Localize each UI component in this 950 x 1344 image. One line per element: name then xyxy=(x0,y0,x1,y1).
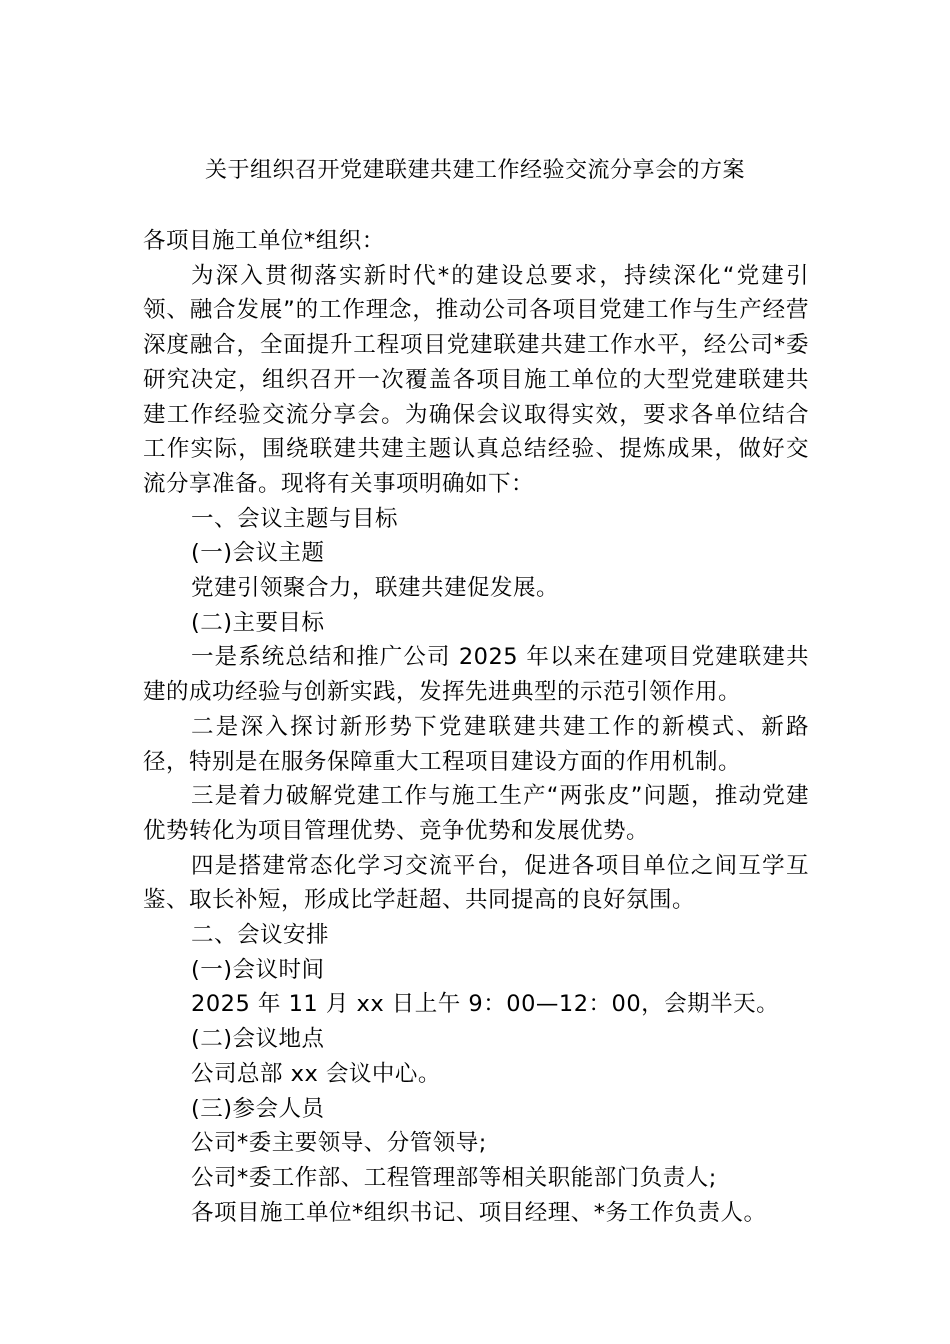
goal-paragraph-1: 一是系统总结和推广公司 2025 年以来在建项目党建联建共建的成功经验与创新实践，发挥先进典型的示范引领作用。 xyxy=(143,644,809,706)
meeting-location: 公司总部 xx 会议中心。 xyxy=(191,1060,441,1087)
subsection-heading-2-2: (二)会议地点 xyxy=(191,1026,325,1053)
salutation: 各项目施工单位*组织： xyxy=(143,228,385,254)
goal-paragraph-2: 二是深入探讨新形势下党建联建共建工作的新模式、新路径，特别是在服务保障重大工程项目建设方面的作用机制。 xyxy=(143,713,809,775)
meeting-theme: 党建引领聚合力，联建共建促发展。 xyxy=(191,575,560,602)
document-title: 关于组织召开党建联建共建工作经验交流分享会的方案 xyxy=(204,158,745,183)
intro-paragraph: 为深入贯彻落实新时代*的建设总要求，持续深化“党建引领、融合发展”的工作理念，推动公司各项目党建工作与生产经营深度融合，全面提升工程项目党建联建共建工作水平，经公司*委研究决定，组织召开一次覆盖各项目施工单位的大型党建联建共建工作经验交流分享会。为确保会议取得实效，要求各单位结合工作实际，围绕联建共建主题认真总结经验、提炼成果，做好交流分享准备。现将有关事项明确如下： xyxy=(143,262,809,497)
document-body xyxy=(143,224,809,1230)
subsection-heading-2-3: (三)参会人员 xyxy=(191,1095,325,1122)
goal-paragraph-4: 四是搭建常态化学习交流平台，促进各项目单位之间互学互鉴、取长补短，形成比学赶超、共同提高的良好氛围。 xyxy=(143,852,809,914)
meeting-time: 2025 年 11 月 xx 日上午 9：00—12：00，会期半天。 xyxy=(191,991,780,1018)
subsection-heading-1-2: (二)主要目标 xyxy=(191,609,325,636)
goal-paragraph-3: 三是着力破解党建工作与施工生产“两张皮”问题，推动党建优势转化为项目管理优势、竞争优势和发展优势。 xyxy=(143,783,809,844)
section-heading-2: 二、会议安排 xyxy=(191,922,330,949)
section-heading-1: 一、会议主题与目标 xyxy=(191,505,399,532)
subsection-heading-1-1: (一)会议主题 xyxy=(191,540,325,567)
attendee-line-1: 公司*委主要领导、分管领导; xyxy=(191,1130,487,1157)
subsection-heading-2-1: (一)会议时间 xyxy=(191,956,325,983)
attendee-line-2: 公司*委工作部、工程管理部等相关职能部门负责人; xyxy=(191,1164,717,1191)
attendee-line-3: 各项目施工单位*组织书记、项目经理、*务工作负责人。 xyxy=(191,1199,767,1226)
